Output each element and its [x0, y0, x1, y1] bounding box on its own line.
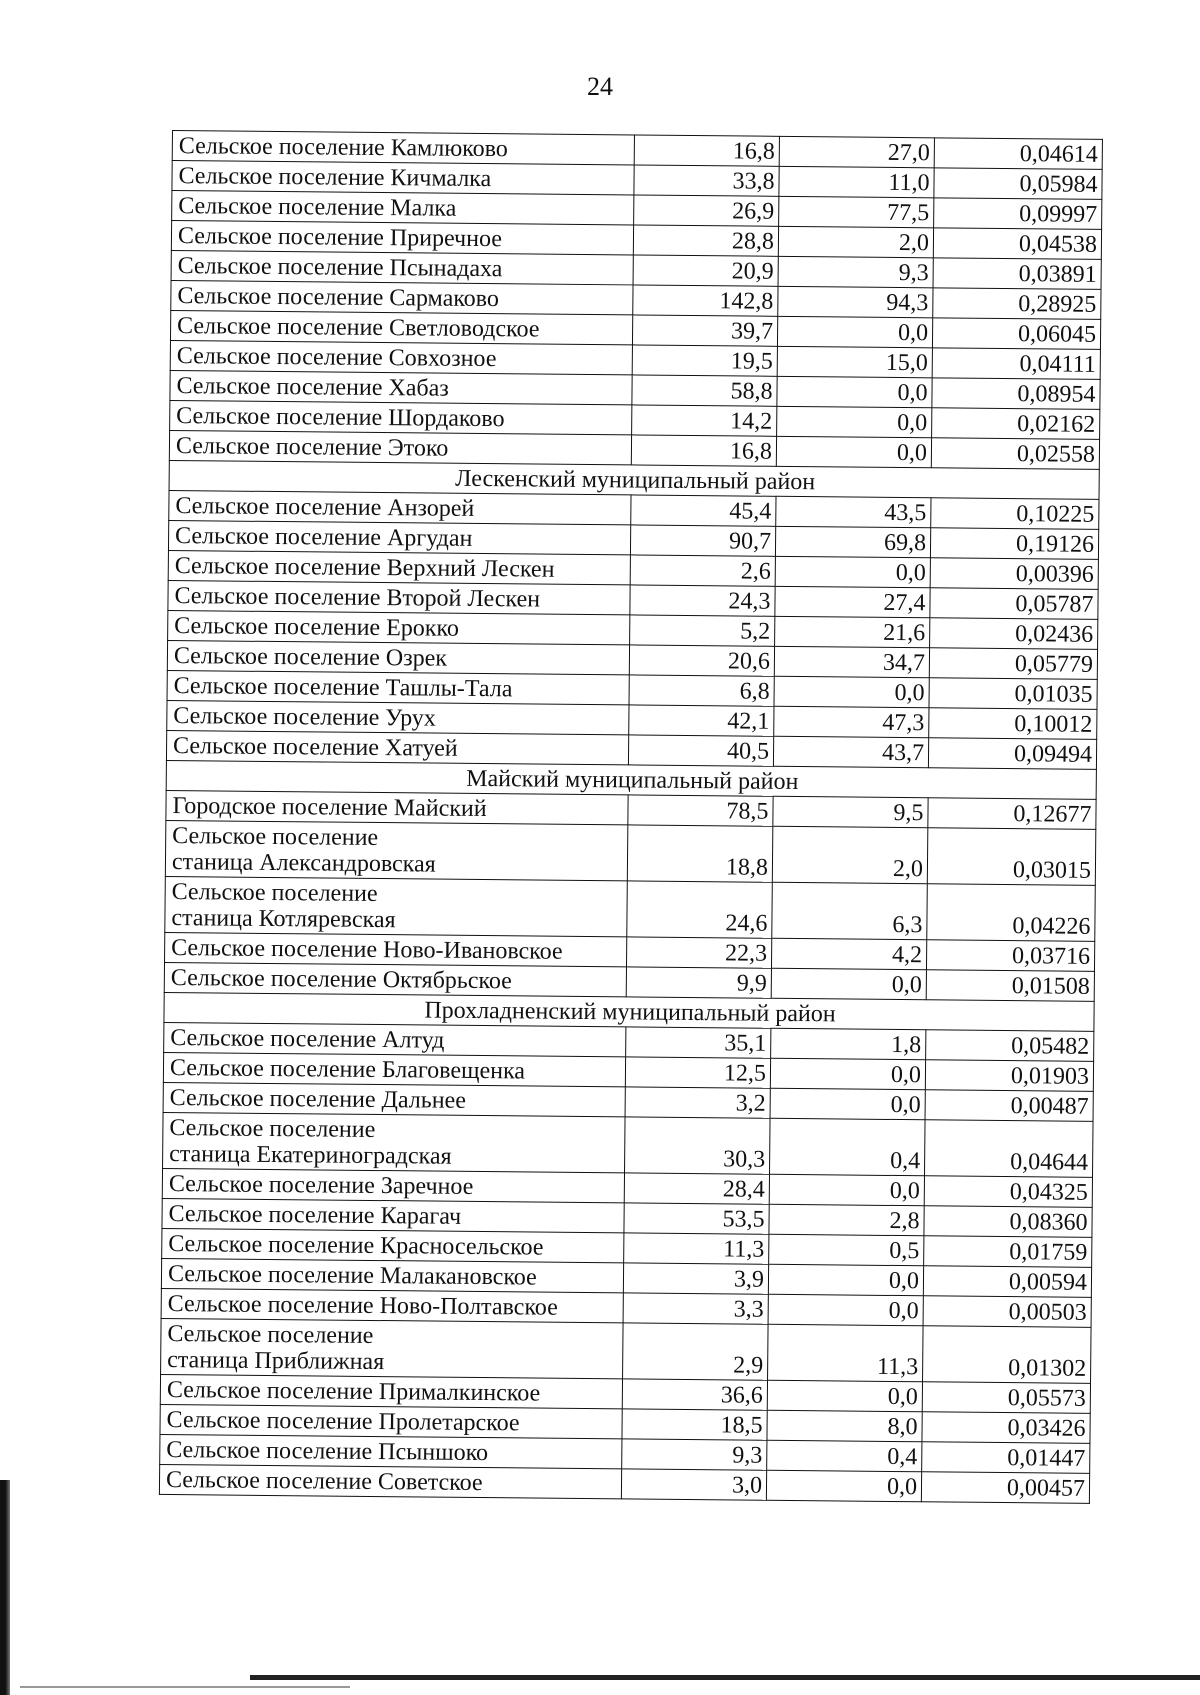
value-v1: 35,1: [626, 1027, 771, 1058]
value-v3: 0,05482: [926, 1030, 1094, 1062]
value-v2: 0,0: [777, 376, 932, 407]
value-v1: 11,3: [624, 1233, 769, 1264]
table-row: [165, 876, 1095, 941]
settlement-name-line-2: станица Екатериноградская: [169, 1141, 452, 1170]
settlement-name: Сельское поселение Аргудан: [168, 520, 630, 554]
value-v1: 36,6: [622, 1379, 767, 1410]
value-v3: 0,12677: [928, 798, 1096, 830]
value-v3: 0,00487: [925, 1090, 1093, 1122]
settlement-name: Сельское поселение Этоко: [169, 430, 631, 464]
table-row: [163, 1112, 1093, 1177]
value-v1: 90,7: [630, 525, 775, 556]
value-v2: 2,8: [769, 1204, 924, 1235]
value-v3: 0,00457: [921, 1472, 1089, 1504]
value-v1: 26,9: [634, 195, 779, 226]
value-v1: 19,5: [632, 345, 777, 376]
value-v3: 0,04111: [932, 348, 1100, 380]
settlement-name: Сельское поселение Приречное: [171, 221, 633, 255]
value-v3: 0,00594: [923, 1266, 1091, 1298]
value-v1: 24,6: [627, 881, 773, 938]
value-v1: 6,8: [629, 675, 774, 706]
settlement-name: Сельское поселение Прималкинское: [160, 1374, 622, 1408]
value-v2: 9,5: [773, 796, 928, 827]
settlement-name: Сельское поселение Хатуей: [166, 730, 628, 764]
value-v1: 20,6: [629, 645, 774, 676]
value-v2: 0,0: [767, 1380, 922, 1411]
value-v3: 0,04614: [934, 138, 1102, 170]
value-v3: 0,28925: [933, 288, 1101, 320]
value-v2: 0,0: [770, 1058, 925, 1089]
scan-bottom-line: [250, 1675, 1200, 1680]
value-v1: 142,8: [633, 285, 778, 316]
value-v3: 0,01035: [929, 678, 1097, 710]
value-v3: 0,02162: [932, 408, 1100, 440]
value-v1: 22,3: [626, 937, 771, 968]
value-v3: 0,03426: [922, 1412, 1090, 1444]
settlement-name: Сельское поселение Урух: [167, 700, 629, 734]
value-v1: 45,4: [631, 495, 776, 526]
value-v3: 0,09997: [934, 198, 1102, 230]
value-v3: 0,04226: [927, 884, 1096, 942]
value-v3: 0,01903: [925, 1060, 1093, 1092]
settlement-name: Сельское поселение Малакановское: [161, 1258, 623, 1292]
value-v2: 4,2: [771, 938, 926, 969]
value-v1: 42,1: [629, 705, 774, 736]
settlement-name: Сельское поселение Хабаз: [170, 370, 632, 404]
value-v2: 0,4: [770, 1118, 926, 1175]
settlement-name: Сельское поселение Анзорей: [169, 490, 631, 524]
value-v3: 0,05573: [922, 1382, 1090, 1414]
value-v1: 30,3: [625, 1117, 771, 1174]
settlement-name-line-2: станица Александровская: [171, 849, 436, 878]
value-v2: 0,0: [774, 676, 929, 707]
value-v3: 0,10012: [929, 708, 1097, 740]
table-body: [159, 131, 1102, 1504]
value-v3: 0,05787: [930, 588, 1098, 620]
value-v1: 78,5: [628, 795, 773, 826]
value-v2: 34,7: [774, 646, 929, 677]
value-v2: 43,7: [773, 736, 928, 767]
value-v2: 0,0: [769, 1174, 924, 1205]
settlement-name: Сельское поселение Псынадаха: [171, 250, 633, 284]
value-v2: 94,3: [778, 286, 933, 317]
value-v1: 16,8: [634, 135, 779, 166]
settlement-name: Сельское поселение Второй Лескен: [168, 580, 630, 614]
value-v2: 0,0: [776, 436, 931, 467]
value-v2: 0,4: [767, 1440, 922, 1471]
settlement-name: Сельское поселение Кичмалка: [172, 161, 634, 195]
settlement-name: Сельское поселение Ташлы-Тала: [167, 670, 629, 704]
district-title: Майский муниципальный район: [166, 760, 1096, 799]
settlement-name: Сельское поселение Верхний Лескен: [168, 550, 630, 584]
value-v3: 0,01447: [922, 1442, 1090, 1474]
settlement-name: Городское поселение Майский: [166, 790, 628, 824]
value-v1: 20,9: [633, 255, 778, 286]
value-v1: 3,3: [623, 1293, 768, 1324]
settlement-name: Сельское поселение Советское: [159, 1464, 621, 1498]
value-v2: 2,0: [778, 226, 933, 257]
settlement-name: Сельское поселение Ерокко: [168, 610, 630, 644]
value-v1: 9,9: [626, 967, 771, 998]
value-v3: 0,03891: [933, 258, 1101, 290]
value-v2: 11,3: [768, 1324, 924, 1381]
district-title: Лескенский муниципальный район: [169, 460, 1099, 499]
value-v2: 0,0: [770, 1088, 925, 1119]
value-v2: 0,5: [769, 1234, 924, 1265]
settlement-name: Сельское поселение Совхозное: [170, 340, 632, 374]
value-v1: 28,8: [633, 225, 778, 256]
settlement-name: Сельское поселение Псыншоко: [160, 1434, 622, 1468]
value-v3: 0,04538: [933, 228, 1101, 260]
value-v3: 0,09494: [928, 738, 1096, 770]
value-v3: 0,06045: [932, 318, 1100, 350]
settlement-name: [165, 876, 628, 936]
settlement-name: [163, 1112, 626, 1172]
value-v2: 11,0: [779, 166, 934, 197]
settlement-name: Сельское поселение Благовещенка: [163, 1052, 625, 1086]
value-v1: 5,2: [630, 615, 775, 646]
value-v1: 33,8: [634, 165, 779, 196]
settlement-name: Сельское поселение Октябрьское: [164, 962, 626, 996]
settlement-name: Сельское поселение Пролетарское: [160, 1404, 622, 1438]
value-v3: 0,05779: [929, 648, 1097, 680]
settlements-table: [159, 130, 1103, 1504]
value-v1: 2,9: [623, 1323, 769, 1380]
value-v1: 18,8: [627, 825, 773, 882]
value-v3: 0,05984: [934, 168, 1102, 200]
settlement-name-line-1: Сельское поселение: [167, 1321, 374, 1349]
value-v2: 1,8: [771, 1028, 926, 1059]
value-v2: 0,0: [777, 406, 932, 437]
value-v2: 27,4: [775, 586, 930, 617]
settlement-name-line-2: станица Котляревская: [171, 905, 396, 934]
table-row: [165, 820, 1095, 885]
settlement-name: Сельское поселение Ново-Полтавское: [161, 1288, 623, 1322]
value-v2: 6,3: [772, 882, 928, 939]
district-title: Прохладненский муниципальный район: [164, 992, 1094, 1031]
value-v2: 0,0: [771, 968, 926, 999]
value-v2: 15,0: [777, 346, 932, 377]
value-v3: 0,08360: [924, 1206, 1092, 1238]
value-v1: 24,3: [630, 585, 775, 616]
settlement-name: Сельское поселение Камлюково: [172, 131, 634, 165]
value-v2: 47,3: [774, 706, 929, 737]
value-v1: 39,7: [632, 315, 777, 346]
settlement-name: [165, 820, 628, 880]
settlement-name: Сельское поселение Карагач: [162, 1198, 624, 1232]
value-v3: 0,08954: [932, 378, 1100, 410]
settlement-name: Сельское поселение Сармаково: [171, 280, 633, 314]
value-v3: 0,04325: [924, 1176, 1092, 1208]
value-v3: 0,00396: [930, 558, 1098, 590]
value-v1: 9,3: [622, 1439, 767, 1470]
value-v1: 18,5: [622, 1409, 767, 1440]
settlement-name-line-1: Сельское поселение: [171, 879, 378, 908]
settlement-name: Сельское поселение Алтуд: [164, 1022, 626, 1056]
value-v3: 0,01759: [924, 1236, 1092, 1268]
settlement-name-line-1: Сельское поселение: [172, 823, 379, 852]
settlement-name: Сельское поселение Заречное: [162, 1168, 624, 1202]
value-v2: 27,0: [779, 136, 934, 167]
value-v1: 14,2: [632, 405, 777, 436]
value-v2: 77,5: [779, 196, 934, 227]
scan-bottom-line-thin: [20, 1686, 350, 1688]
value-v3: 0,03716: [926, 940, 1094, 972]
settlement-name: [161, 1318, 624, 1378]
value-v1: 53,5: [624, 1203, 769, 1234]
value-v3: 0,10225: [931, 498, 1099, 530]
value-v3: 0,03015: [927, 828, 1096, 886]
value-v3: 0,02436: [930, 618, 1098, 650]
value-v3: 0,04644: [924, 1120, 1093, 1178]
value-v2: 0,0: [775, 556, 930, 587]
value-v2: 0,0: [768, 1264, 923, 1295]
value-v3: 0,00503: [923, 1296, 1091, 1328]
value-v1: 40,5: [628, 735, 773, 766]
settlement-name: Сельское поселение Малка: [172, 191, 634, 225]
value-v1: 3,0: [621, 1469, 766, 1500]
settlement-name: Сельское поселение Красносельское: [162, 1228, 624, 1262]
value-v2: 0,0: [777, 316, 932, 347]
value-v1: 3,9: [623, 1263, 768, 1294]
settlement-name-line-1: Сельское поселение: [169, 1115, 376, 1143]
value-v1: 58,8: [632, 375, 777, 406]
scan-edge-shadow: [0, 1480, 10, 1695]
settlement-name: Сельское поселение Шордаково: [170, 400, 632, 434]
value-v3: 0,01508: [926, 970, 1094, 1002]
value-v1: 28,4: [624, 1173, 769, 1204]
settlement-name-line-2: станица Приближная: [167, 1347, 385, 1376]
settlement-name: Сельское поселение Дальнее: [163, 1082, 625, 1116]
value-v2: 43,5: [776, 496, 931, 527]
value-v2: 69,8: [775, 526, 930, 557]
page-number: 24: [587, 72, 613, 101]
value-v3: 0,01302: [923, 1326, 1092, 1384]
value-v2: 0,0: [768, 1294, 923, 1325]
value-v1: 2,6: [630, 555, 775, 586]
table-row: [161, 1318, 1091, 1383]
value-v3: 0,19126: [930, 528, 1098, 560]
value-v1: 3,2: [625, 1087, 770, 1118]
value-v2: 2,0: [772, 826, 928, 883]
settlement-name: Сельское поселение Светловодское: [170, 310, 632, 344]
settlement-name: Сельское поселение Ново-Ивановское: [165, 932, 627, 966]
value-v3: 0,02558: [931, 438, 1099, 470]
value-v1: 16,8: [631, 435, 776, 466]
value-v1: 12,5: [625, 1057, 770, 1088]
value-v2: 8,0: [767, 1410, 922, 1441]
value-v2: 0,0: [766, 1470, 921, 1501]
settlement-name: Сельское поселение Озрек: [167, 640, 629, 674]
value-v2: 21,6: [775, 616, 930, 647]
value-v2: 9,3: [778, 256, 933, 287]
